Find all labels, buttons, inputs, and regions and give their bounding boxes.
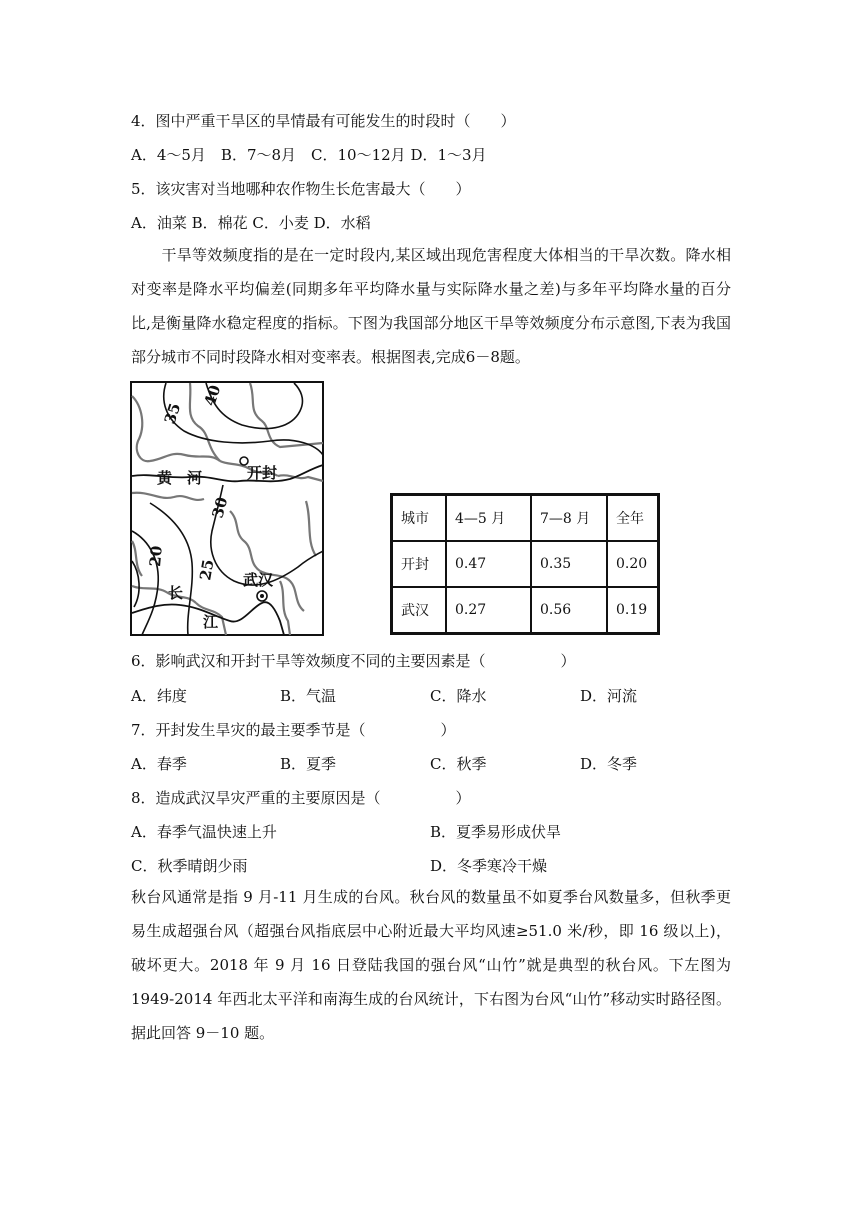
intro-paragraph-6-8: 干旱等效频度指的是在一定时段内,某区域出现危害程度大体相当的干旱次数。降水相对变率是降水平均偏差(同期多年平均降水量与实际降水量之差)与多年平均降水量的百分比,是衡量降水稳定程度的指标。下图为我国部分地区干旱等效频度分布示意图,下表为我国部分城市不同时段降水相对变率表。根据图表,完成6－8题。 <box>131 246 731 366</box>
table-header-row <box>392 495 659 542</box>
q4-options: A．4～5月 B．7～8月 C．10～12月 D．1～3月 <box>131 146 487 164</box>
q5-stem: 5．该灾害对当地哪种农作物生长危害最大（ ） <box>131 180 471 198</box>
q7-option-b: B．夏季 <box>280 755 337 773</box>
q6-option-a: A．纬度 <box>131 687 187 705</box>
yangtze-label-1: 长 <box>168 584 184 602</box>
isoline-label-30: 30 <box>208 495 232 521</box>
q7-option-c: C．秋季 <box>430 755 487 773</box>
table-header-cell: 4—5 月 <box>446 495 531 542</box>
table-cell: 0.47 <box>446 541 531 587</box>
q8-option-c: C．秋季晴朗少雨 <box>131 857 248 875</box>
table-cell: 武汉 <box>392 587 447 634</box>
q6-stem: 6．影响武汉和开封干旱等效频度不同的主要因素是（ ） <box>131 652 576 670</box>
q7-option-a: A．春季 <box>131 755 187 773</box>
table-row <box>392 587 659 634</box>
q8-option-a: A．春季气温快速上升 <box>131 823 277 841</box>
table-row <box>392 541 659 587</box>
q6-option-c: C．降水 <box>430 687 487 705</box>
table-cell: 0.19 <box>607 587 659 634</box>
table-cell: 0.35 <box>531 541 607 587</box>
q7-stem: 7．开封发生旱灾的最主要季节是（ ） <box>131 721 456 739</box>
wuhan-marker <box>257 591 267 601</box>
isoline-label-20: 20 <box>146 544 166 568</box>
q8-option-b: B．夏季易形成伏旱 <box>430 823 562 841</box>
q8-stem: 8．造成武汉旱灾严重的主要原因是（ ） <box>131 789 471 807</box>
table-header-cell: 全年 <box>607 495 659 542</box>
yangtze-label-2: 江 <box>203 613 219 631</box>
isoline-label-40: 40 <box>200 382 225 409</box>
table-header-cell: 城市 <box>392 495 447 542</box>
drought-frequency-map <box>130 381 324 636</box>
table-cell: 0.56 <box>531 587 607 634</box>
wuhan-label: 武汉 <box>243 571 274 589</box>
q4-stem: 4．图中严重干旱区的旱情最有可能发生的时段时（ ） <box>131 112 516 130</box>
table-cell: 0.20 <box>607 541 659 587</box>
q6-option-d: D．河流 <box>580 687 638 705</box>
kaifeng-label: 开封 <box>247 464 278 482</box>
table-header-cell: 7—8 月 <box>531 495 607 542</box>
yellow-river-label: 黄 河 <box>157 469 203 487</box>
isoline-label-35: 35 <box>160 400 185 427</box>
intro-paragraph-9-10: 秋台风通常是指 9 月-11 月生成的台风。秋台风的数量虽不如夏季台风数量多，但秋季更易生成超强台风（超强台风指底层中心附近最大平均风速≥51.0 米/秒，即 16 级以上)，破坏更大。2018 年 9 月 16 日登陆我国的强台风“山竹”就是典型的秋台风。下左图为 1949-2014 年西北太平洋和南海生成的台风统计，下右图为台风“山竹”移动实时路径图。据此回答 9－10 题。 <box>131 888 731 1042</box>
precipitation-variability-table <box>390 493 660 635</box>
kaifeng-marker <box>240 457 248 465</box>
q7-option-d: D．冬季 <box>580 755 638 773</box>
table-cell: 开封 <box>392 541 447 587</box>
table-cell: 0.27 <box>446 587 531 634</box>
q6-option-b: B．气温 <box>280 687 337 705</box>
q8-option-d: D．冬季寒冷干燥 <box>430 857 548 875</box>
isoline-label-25: 25 <box>196 558 218 582</box>
q5-options: A．油菜 B．棉花 C．小麦 D．水稻 <box>131 214 371 232</box>
